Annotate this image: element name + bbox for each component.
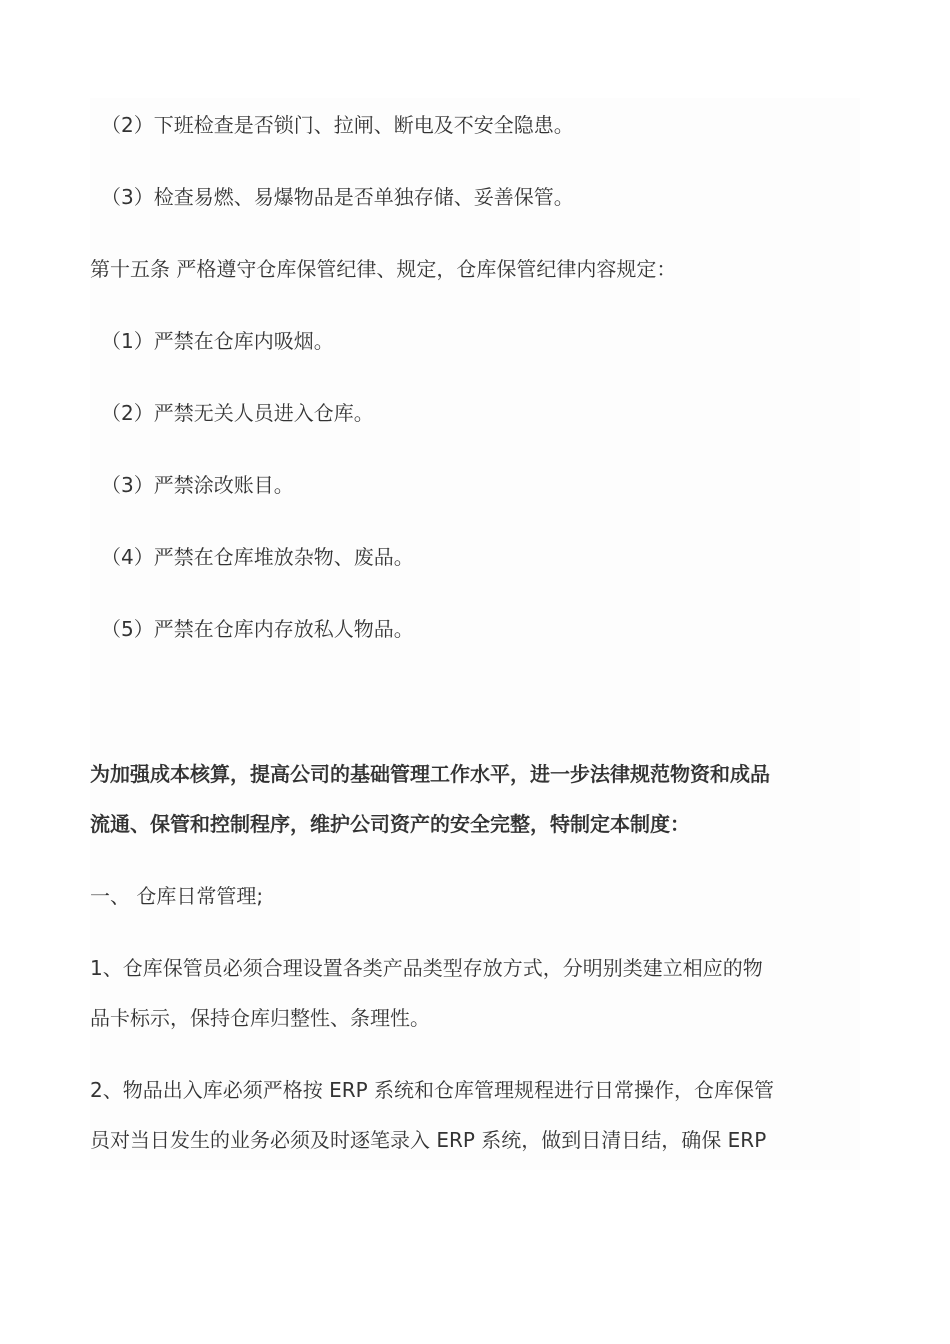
article-15-heading: 第十五条 严格遵守仓库保管纪律、规定，仓库保管纪律内容规定： bbox=[90, 257, 677, 281]
rule-no-personal-items: （5）严禁在仓库内存放私人物品。 bbox=[101, 617, 414, 641]
rule-no-smoking: （1）严禁在仓库内吸烟。 bbox=[101, 329, 334, 353]
item-check-flammables: （3）检查易燃、易爆物品是否单独存储、妥善保管。 bbox=[101, 185, 574, 209]
rule-no-debris: （4）严禁在仓库堆放杂物、废品。 bbox=[101, 545, 414, 569]
item-check-locks: （2）下班检查是否锁门、拉闸、断电及不安全隐患。 bbox=[101, 113, 574, 137]
paragraph-2-line-2: 员对当日发生的业务必须及时逐笔录入 ERP 系统，做到日清日结，确保 ERP bbox=[90, 1128, 767, 1152]
paragraph-1-line-1: 1、仓库保管员必须合理设置各类产品类型存放方式，分明别类建立相应的物 bbox=[90, 956, 763, 980]
section-1-heading: 一、 仓库日常管理; bbox=[90, 884, 264, 908]
intro-paragraph-line-1: 为加强成本核算，提高公司的基础管理工作水平，进一步法律规范物资和成品 bbox=[90, 762, 770, 786]
rule-no-alter-accounts: （3）严禁涂改账目。 bbox=[101, 473, 294, 497]
paragraph-2-line-1: 2、物品出入库必须严格按 ERP 系统和仓库管理规程进行日常操作，仓库保管 bbox=[90, 1078, 775, 1102]
paragraph-1-line-2: 品卡标示，保持仓库归整性、条理性。 bbox=[90, 1006, 430, 1030]
rule-no-unauthorized: （2）严禁无关人员进入仓库。 bbox=[101, 401, 374, 425]
intro-paragraph-line-2: 流通、保管和控制程序，维护公司资产的安全完整，特制定本制度： bbox=[90, 812, 690, 836]
